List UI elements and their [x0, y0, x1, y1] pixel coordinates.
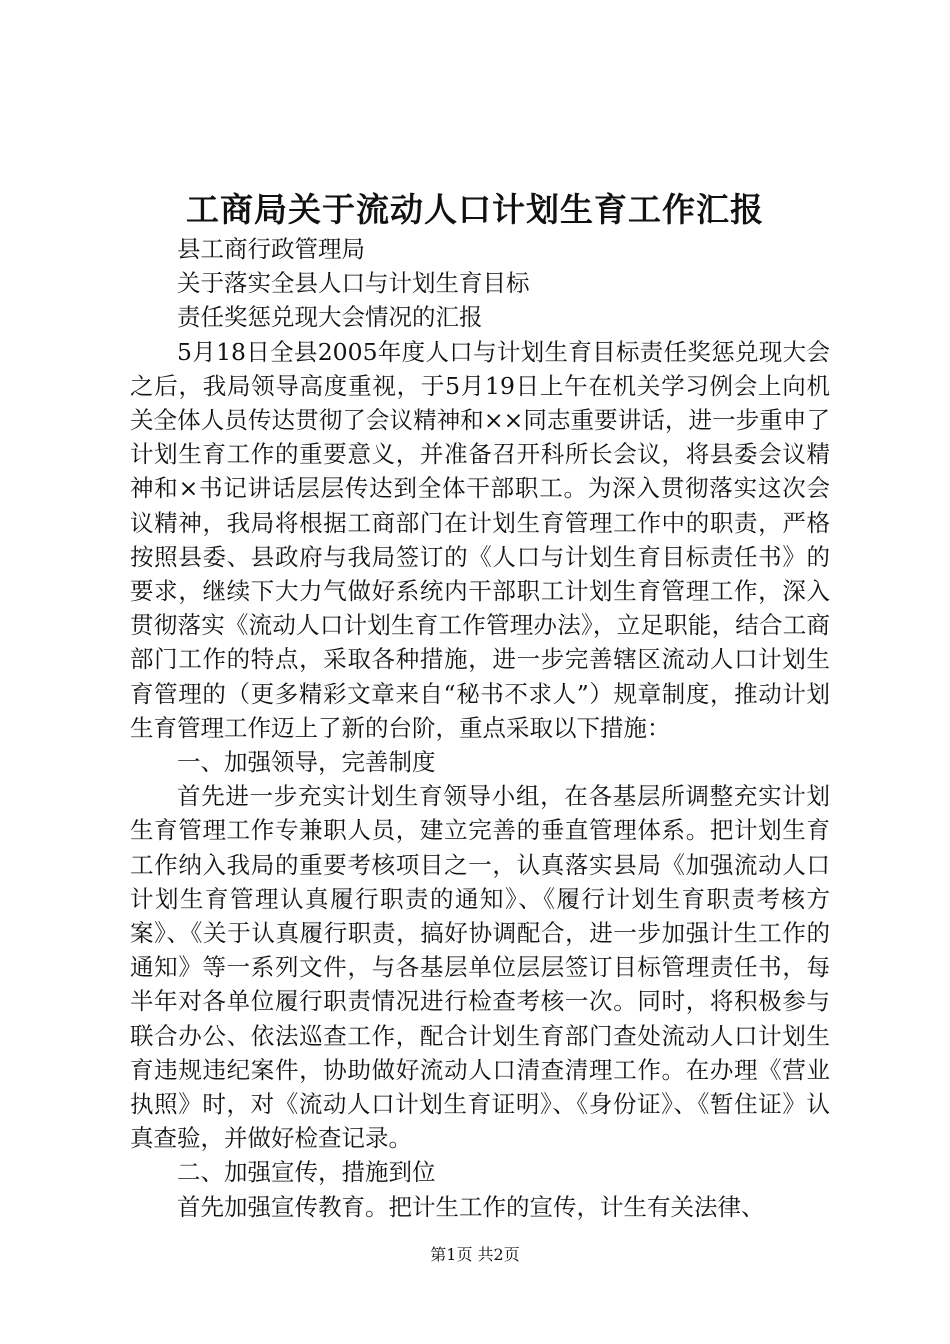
- section2-paragraph: 首先加强宣传教育。把计生工作的宣传，计生有关法律、: [177, 1192, 765, 1221]
- intro-paragraph: 5月18日全县2005年度人口与计划生育目标责任奖惩兑现大会之后，我局领导高度重视，于5月19日上午在机关学习例会上向机关全体人员传达贯彻了会议精神和××同志重要讲话，进一步重申了计划生育工作的重要意义，并准备召开科所长会议，将县委会议精神和×书记讲话层层传达到全体干部职工。为深入贯彻落实这次会议精神，我局将根据工商部门在计划生育管理工作中的职责，严格按照县委、县政府与我局签订的《人口与计划生育目标责任书》的要求，继续下大力气做好系统内干部职工计划生育管理工作，深入贯彻落实《流动人口计划生育工作管理办法》，立足职能，结合工商部门工作的特点，采取各种措施，进一步完善辖区流动人口计划生育管理的（更多精彩文章来自“秘书不求人”）规章制度，推动计划生育管理工作迈上了新的台阶，重点采取以下措施：: [130, 337, 830, 742]
- document-body: [130, 232, 830, 1224]
- section2-heading: 二、加强宣传，措施到位: [177, 1158, 436, 1187]
- header-line-agency: 县工商行政管理局: [177, 235, 365, 263]
- page-footer: 第1页 共2页: [430, 1245, 520, 1264]
- document-title: 工商局关于流动人口计划生育工作汇报: [186, 190, 764, 229]
- header-line-report: 责任奖惩兑现大会情况的汇报: [177, 303, 483, 332]
- header-line-subject: 关于落实全县人口与计划生育目标: [177, 269, 530, 298]
- section1-heading: 一、加强领导，完善制度: [177, 748, 436, 777]
- section1-paragraph: 首先进一步充实计划生育领导小组，在各基层所调整充实计划生育管理工作专兼职人员，建立完善的垂直管理体系。把计划生育工作纳入我局的重要考核项目之一，认真落实县局《加强流动人口计划生育管理认真履行职责的通知》、《履行计划生育职责考核方案》、《关于认真履行职责，搞好协调配合，进一步加强计生工作的通知》等一系列文件，与各基层单位层层签订目标管理责任书，每半年对各单位履行职责情况进行检查考核一次。同时，将积极参与联合办公、依法巡查工作，配合计划生育部门查处流动人口计划生育违规违纪案件，协助做好流动人口清查清理工作。在办理《营业执照》时，对《流动人口计划生育证明》、《身份证》、《暂住证》认真查验，并做好检查记录。: [130, 782, 830, 1153]
